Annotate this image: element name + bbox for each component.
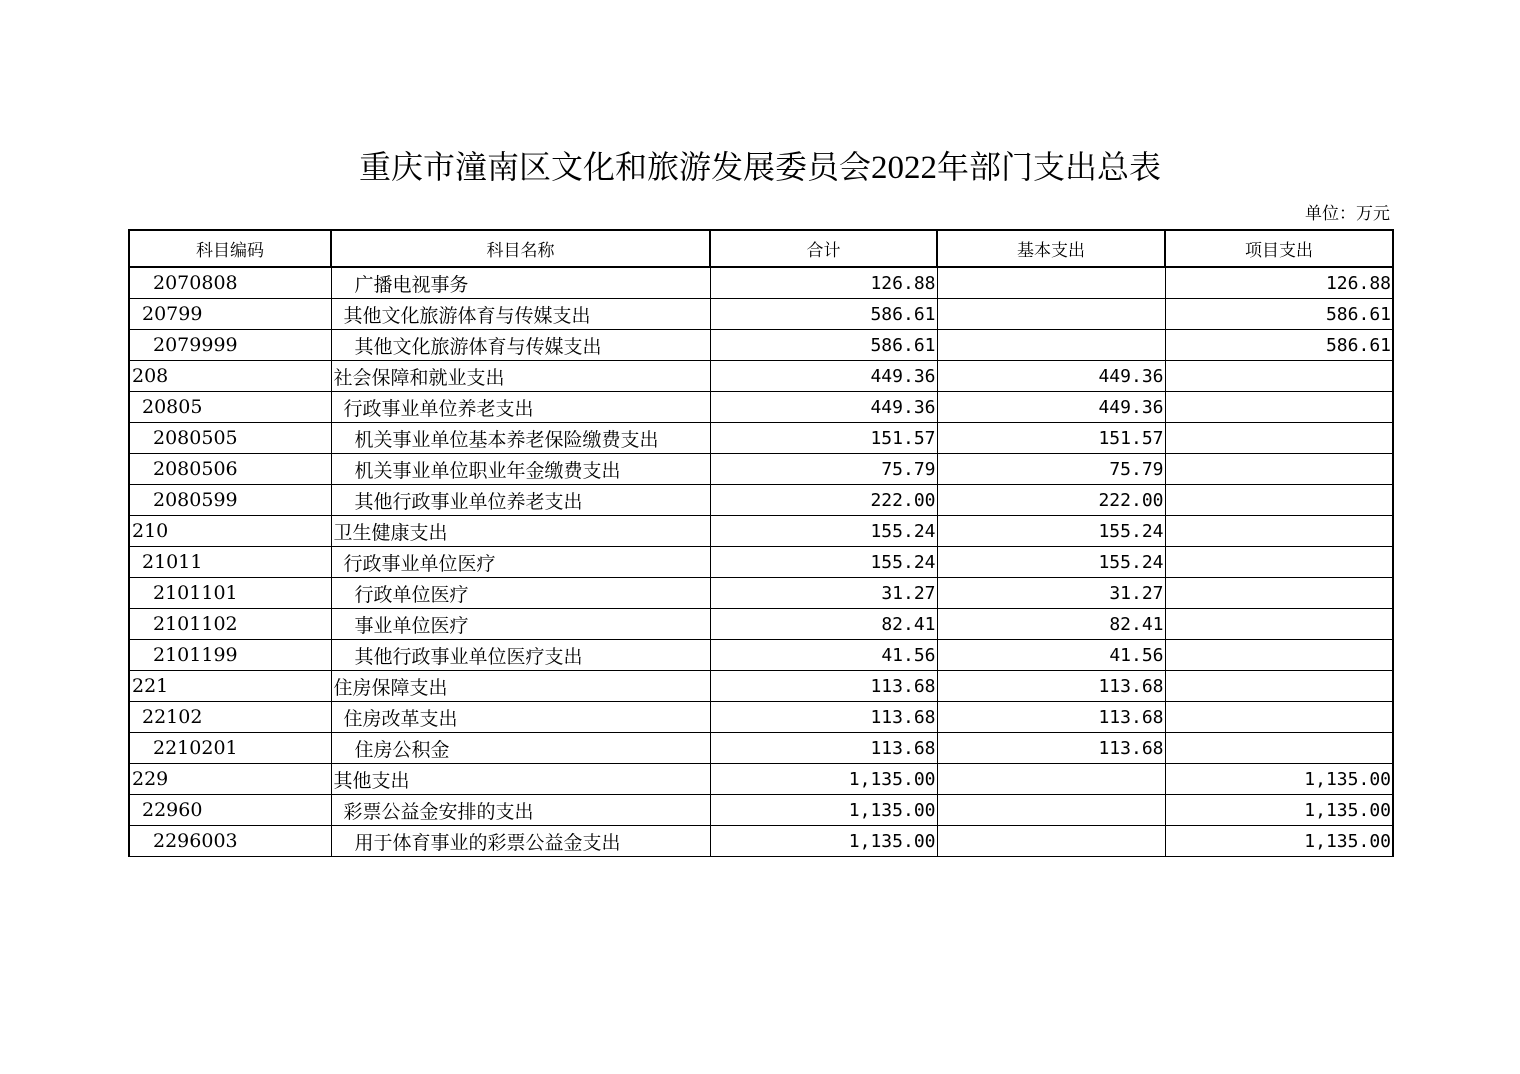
table-row bbox=[129, 640, 1393, 671]
cell-code: 22102 bbox=[129, 702, 331, 733]
cell-basic: 155.24 bbox=[937, 547, 1165, 578]
cell-name: 住房公积金 bbox=[331, 733, 710, 764]
title-suffix: 年部门支出总表 bbox=[937, 148, 1162, 186]
header-basic: 基本支出 bbox=[937, 230, 1165, 267]
cell-total: 449.36 bbox=[710, 361, 937, 392]
cell-code: 2080506 bbox=[129, 454, 331, 485]
table-row bbox=[129, 702, 1393, 733]
cell-name: 社会保障和就业支出 bbox=[331, 361, 710, 392]
cell-project: 586.61 bbox=[1165, 299, 1393, 330]
cell-name: 其他支出 bbox=[331, 764, 710, 795]
cell-total: 222.00 bbox=[710, 485, 937, 516]
unit-label: 单位：万元 bbox=[1305, 204, 1390, 224]
cell-total: 586.61 bbox=[710, 330, 937, 361]
table-row bbox=[129, 423, 1393, 454]
cell-project bbox=[1165, 733, 1393, 764]
cell-code: 20805 bbox=[129, 392, 331, 423]
cell-code: 22960 bbox=[129, 795, 331, 826]
cell-name: 行政事业单位医疗 bbox=[331, 547, 710, 578]
cell-name: 行政事业单位养老支出 bbox=[331, 392, 710, 423]
cell-basic bbox=[937, 299, 1165, 330]
cell-code: 21011 bbox=[129, 547, 331, 578]
cell-code: 221 bbox=[129, 671, 331, 702]
cell-basic: 113.68 bbox=[937, 733, 1165, 764]
cell-basic: 151.57 bbox=[937, 423, 1165, 454]
cell-total: 126.88 bbox=[710, 267, 937, 299]
cell-project: 586.61 bbox=[1165, 330, 1393, 361]
cell-total: 113.68 bbox=[710, 702, 937, 733]
title-prefix: 重庆市潼南区文化和旅游发展委员会 bbox=[358, 148, 871, 186]
cell-name: 机关事业单位基本养老保险缴费支出 bbox=[331, 423, 710, 454]
cell-total: 155.24 bbox=[710, 516, 937, 547]
cell-project bbox=[1165, 702, 1393, 733]
header-code: 科目编码 bbox=[129, 230, 331, 267]
cell-code: 2101199 bbox=[129, 640, 331, 671]
cell-basic: 113.68 bbox=[937, 671, 1165, 702]
cell-basic: 82.41 bbox=[937, 609, 1165, 640]
cell-name: 用于体育事业的彩票公益金支出 bbox=[331, 826, 710, 857]
cell-basic: 113.68 bbox=[937, 702, 1165, 733]
cell-name: 其他文化旅游体育与传媒支出 bbox=[331, 330, 710, 361]
cell-basic: 75.79 bbox=[937, 454, 1165, 485]
cell-name: 其他行政事业单位医疗支出 bbox=[331, 640, 710, 671]
cell-total: 113.68 bbox=[710, 671, 937, 702]
table-row bbox=[129, 330, 1393, 361]
cell-basic: 31.27 bbox=[937, 578, 1165, 609]
cell-basic: 222.00 bbox=[937, 485, 1165, 516]
cell-name: 住房保障支出 bbox=[331, 671, 710, 702]
cell-total: 41.56 bbox=[710, 640, 937, 671]
header-name: 科目名称 bbox=[331, 230, 710, 267]
table-row bbox=[129, 392, 1393, 423]
cell-project: 126.88 bbox=[1165, 267, 1393, 299]
cell-project: 1,135.00 bbox=[1165, 764, 1393, 795]
expenditure-table bbox=[128, 229, 1394, 857]
table-row bbox=[129, 826, 1393, 857]
table-row bbox=[129, 454, 1393, 485]
cell-code: 2210201 bbox=[129, 733, 331, 764]
header-total: 合计 bbox=[710, 230, 937, 267]
table-row bbox=[129, 671, 1393, 702]
cell-total: 1,135.00 bbox=[710, 826, 937, 857]
cell-project bbox=[1165, 392, 1393, 423]
table-row bbox=[129, 361, 1393, 392]
table-row bbox=[129, 299, 1393, 330]
table-row bbox=[129, 733, 1393, 764]
table-header-row bbox=[129, 230, 1393, 267]
cell-total: 31.27 bbox=[710, 578, 937, 609]
table-row bbox=[129, 578, 1393, 609]
cell-project bbox=[1165, 516, 1393, 547]
cell-basic bbox=[937, 267, 1165, 299]
cell-basic: 41.56 bbox=[937, 640, 1165, 671]
table-body bbox=[129, 267, 1393, 857]
cell-total: 151.57 bbox=[710, 423, 937, 454]
cell-code: 2079999 bbox=[129, 330, 331, 361]
cell-project: 1,135.00 bbox=[1165, 826, 1393, 857]
cell-basic bbox=[937, 795, 1165, 826]
cell-project bbox=[1165, 640, 1393, 671]
cell-project bbox=[1165, 547, 1393, 578]
cell-name: 行政单位医疗 bbox=[331, 578, 710, 609]
cell-basic bbox=[937, 330, 1165, 361]
header-project: 项目支出 bbox=[1165, 230, 1393, 267]
cell-project bbox=[1165, 485, 1393, 516]
cell-name: 机关事业单位职业年金缴费支出 bbox=[331, 454, 710, 485]
table-row bbox=[129, 485, 1393, 516]
cell-code: 2080505 bbox=[129, 423, 331, 454]
cell-code: 208 bbox=[129, 361, 331, 392]
cell-name: 彩票公益金安排的支出 bbox=[331, 795, 710, 826]
table-row bbox=[129, 795, 1393, 826]
cell-total: 82.41 bbox=[710, 609, 937, 640]
cell-name: 广播电视事务 bbox=[331, 267, 710, 299]
table-row bbox=[129, 267, 1393, 299]
cell-total: 586.61 bbox=[710, 299, 937, 330]
page-title bbox=[0, 146, 1520, 189]
cell-name: 其他文化旅游体育与传媒支出 bbox=[331, 299, 710, 330]
cell-basic: 449.36 bbox=[937, 392, 1165, 423]
cell-total: 113.68 bbox=[710, 733, 937, 764]
cell-project bbox=[1165, 609, 1393, 640]
cell-code: 210 bbox=[129, 516, 331, 547]
cell-project bbox=[1165, 423, 1393, 454]
cell-project bbox=[1165, 454, 1393, 485]
table-row bbox=[129, 516, 1393, 547]
cell-basic: 155.24 bbox=[937, 516, 1165, 547]
cell-total: 1,135.00 bbox=[710, 795, 937, 826]
cell-total: 155.24 bbox=[710, 547, 937, 578]
cell-name: 卫生健康支出 bbox=[331, 516, 710, 547]
table-row bbox=[129, 547, 1393, 578]
cell-code: 20799 bbox=[129, 299, 331, 330]
table-row bbox=[129, 764, 1393, 795]
cell-basic bbox=[937, 826, 1165, 857]
cell-total: 75.79 bbox=[710, 454, 937, 485]
cell-code: 2296003 bbox=[129, 826, 331, 857]
cell-code: 2101102 bbox=[129, 609, 331, 640]
cell-basic bbox=[937, 764, 1165, 795]
cell-code: 2070808 bbox=[129, 267, 331, 299]
cell-basic: 449.36 bbox=[937, 361, 1165, 392]
cell-name: 事业单位医疗 bbox=[331, 609, 710, 640]
cell-code: 2101101 bbox=[129, 578, 331, 609]
cell-project bbox=[1165, 361, 1393, 392]
cell-code: 2080599 bbox=[129, 485, 331, 516]
cell-code: 229 bbox=[129, 764, 331, 795]
cell-name: 其他行政事业单位养老支出 bbox=[331, 485, 710, 516]
table-row bbox=[129, 609, 1393, 640]
cell-total: 449.36 bbox=[710, 392, 937, 423]
cell-project bbox=[1165, 671, 1393, 702]
cell-project bbox=[1165, 578, 1393, 609]
cell-total: 1,135.00 bbox=[710, 764, 937, 795]
cell-name: 住房改革支出 bbox=[331, 702, 710, 733]
cell-project: 1,135.00 bbox=[1165, 795, 1393, 826]
title-year: 2022 bbox=[871, 150, 937, 186]
